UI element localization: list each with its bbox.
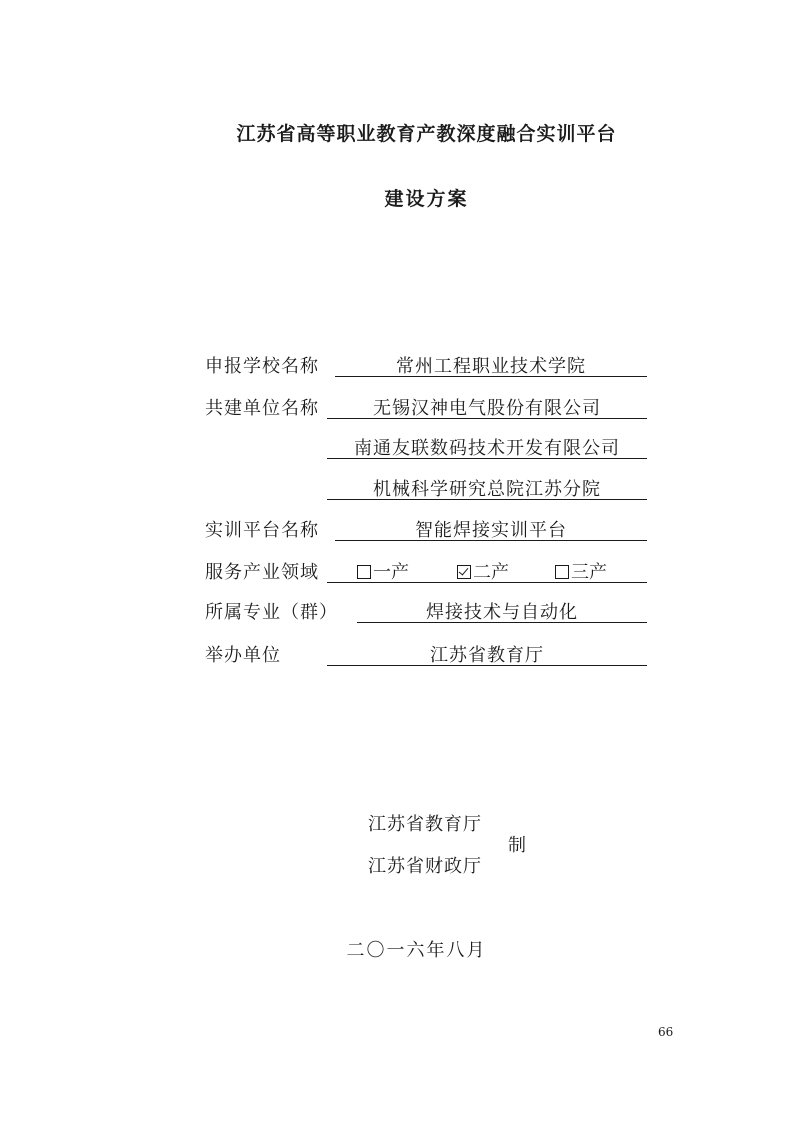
form-row-organizer xyxy=(205,641,650,667)
form-row-partners-3 xyxy=(205,475,650,501)
industry-label: 服务产业领域 xyxy=(205,562,319,583)
partner-value-1: 无锡汉神电气股份有限公司 xyxy=(327,394,647,419)
issuer-2: 江苏省财政厅 xyxy=(368,856,482,877)
checkbox-checked-icon[interactable] xyxy=(457,565,471,579)
partner-value-2: 南通友联数码技术开发有限公司 xyxy=(327,434,647,459)
school-label: 申报学校名称 xyxy=(205,356,319,377)
checkbox-icon[interactable] xyxy=(555,565,569,579)
industry-option-primary[interactable] xyxy=(357,558,409,584)
platform-value: 智能焊接实训平台 xyxy=(335,516,647,541)
industry-option-label: 二产 xyxy=(473,562,509,583)
organizer-value: 江苏省教育厅 xyxy=(327,641,647,666)
form-row-partners xyxy=(205,394,650,420)
industry-option-secondary[interactable] xyxy=(457,558,509,584)
page-number: 66 xyxy=(658,1025,674,1039)
industry-option-tertiary[interactable] xyxy=(555,558,607,584)
partners-label: 共建单位名称 xyxy=(205,398,319,419)
issuer-1: 江苏省教育厅 xyxy=(368,814,482,835)
form-row-industry xyxy=(205,558,650,584)
issuer-suffix: 制 xyxy=(508,835,527,856)
form-row-platform xyxy=(205,516,650,542)
school-value: 常州工程职业技术学院 xyxy=(335,352,647,377)
major-value: 焊接技术与自动化 xyxy=(357,598,647,623)
checkbox-icon[interactable] xyxy=(357,565,371,579)
platform-label: 实训平台名称 xyxy=(205,520,319,541)
industry-option-label: 一产 xyxy=(373,562,409,583)
organizer-label: 举办单位 xyxy=(205,645,281,666)
major-label: 所属专业（群） xyxy=(205,602,338,623)
document-title: 江苏省高等职业教育产教深度融合实训平台 xyxy=(236,123,617,145)
form-row-school xyxy=(205,352,650,378)
form-row-major xyxy=(205,598,650,624)
document-subtitle: 建设方案 xyxy=(384,188,469,210)
issue-date: 二〇一六年八月 xyxy=(346,940,487,961)
industry-option-label: 三产 xyxy=(571,562,607,583)
form-row-partners-2 xyxy=(205,434,650,460)
partner-value-3: 机械科学研究总院江苏分院 xyxy=(327,475,647,500)
